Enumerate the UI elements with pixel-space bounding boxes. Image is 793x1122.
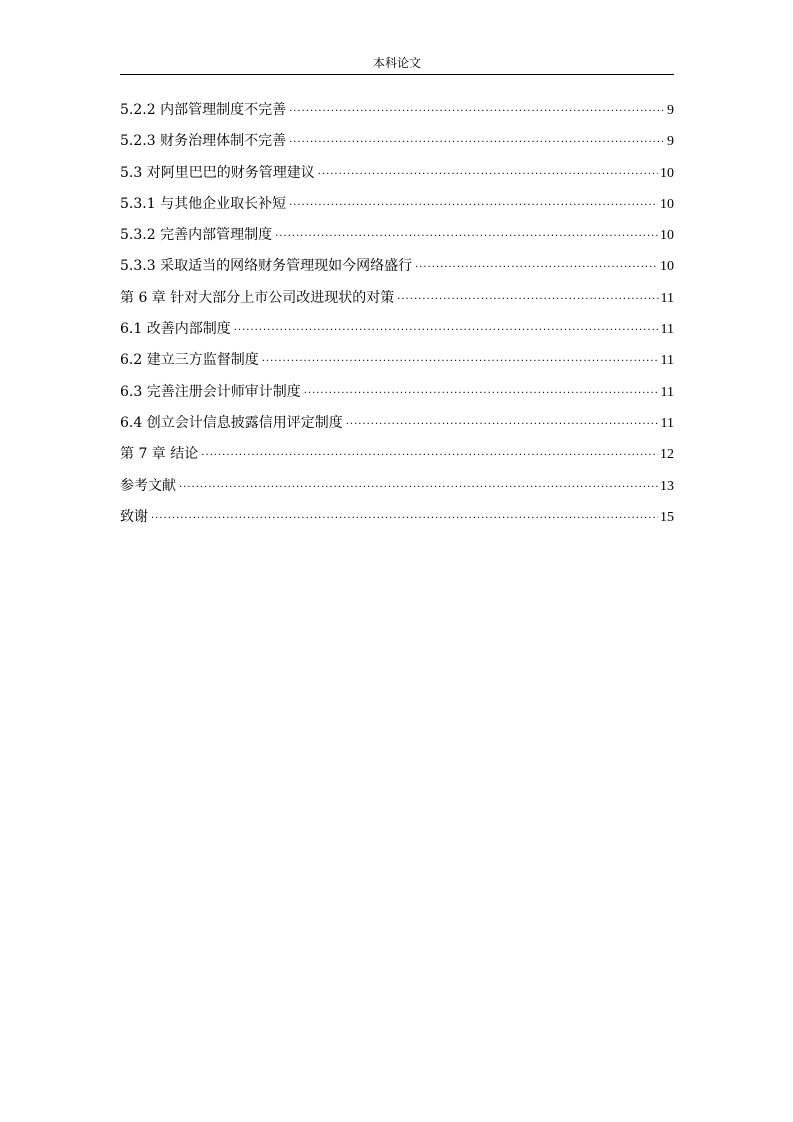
toc-entry[interactable] [120,318,674,349]
page-header [120,52,674,75]
toc-entry-title: 5.3.3 采取适当的网络财务管理现如今网络盛行 [120,258,413,275]
toc-entry-page: 11 [660,415,674,431]
toc-entry[interactable] [120,349,674,380]
toc-entry[interactable] [120,443,674,474]
toc-dot-leader [275,226,658,248]
toc-entry[interactable] [120,255,674,286]
toc-dot-leader [318,164,658,186]
toc-entry[interactable] [120,130,674,161]
toc-entry[interactable] [120,412,674,443]
toc-entry-page: 11 [660,384,674,400]
toc-entry[interactable] [120,193,674,224]
toc-dot-leader [179,477,658,499]
toc-entry-page: 11 [660,353,674,369]
toc-entry-page: 10 [660,165,674,181]
toc-entry[interactable] [120,381,674,412]
toc-entry[interactable] [120,99,674,130]
toc-entry-title: 致谢 [120,508,148,525]
toc-dot-leader [346,414,659,436]
toc-entry-page: 10 [660,228,674,244]
toc-entry[interactable] [120,475,674,506]
toc-entry-title: 第 6 章 针对大部分上市公司改进现状的对策 [120,289,395,306]
toc-dot-leader [304,383,659,405]
toc-dot-leader [289,132,665,154]
toc-entry-title: 6.4 创立会计信息披露信用评定制度 [120,414,343,431]
toc-dot-leader [289,101,665,123]
toc-entry[interactable] [120,287,674,318]
toc-entry-title: 6.3 完善注册会计师审计制度 [120,383,301,400]
toc-entry-title: 5.3 对阿里巴巴的财务管理建议 [120,164,315,181]
toc-entry-title: 5.3.1 与其他企业取长补短 [120,195,287,212]
toc-entry-page: 10 [660,259,674,275]
toc-dot-leader [234,320,659,342]
toc-entry-page: 13 [660,478,674,494]
toc-dot-leader [415,257,658,279]
toc-entry-title: 5.2.2 内部管理制度不完善 [120,102,287,118]
toc-entry-title: 6.2 建立三方监督制度 [120,352,259,369]
table-of-contents [120,99,674,537]
toc-dot-leader [262,351,659,373]
toc-entry-title: 参考文献 [120,477,176,494]
toc-entry-page: 10 [660,196,674,212]
toc-entry-title: 5.3.2 完善内部管理制度 [120,227,273,244]
toc-entry-page: 11 [660,322,674,338]
toc-entry-title: 第 7 章 结论 [120,446,199,463]
toc-entry-page: 15 [660,509,674,525]
toc-dot-leader [289,195,658,217]
toc-entry[interactable] [120,506,674,537]
toc-dot-leader [397,289,658,311]
toc-entry-page: 12 [660,447,674,463]
toc-entry-title: 5.2.3 财务治理体制不完善 [120,133,287,150]
toc-entry-page: 9 [667,103,674,118]
toc-entry-page: 11 [660,290,674,306]
header-title: 本科论文 [372,56,421,70]
toc-entry-page: 9 [667,134,674,150]
toc-dot-leader [151,508,658,530]
toc-entry[interactable] [120,224,674,255]
toc-entry-title: 6.1 改善内部制度 [120,321,231,338]
toc-entry[interactable] [120,162,674,193]
toc-dot-leader [201,445,658,467]
